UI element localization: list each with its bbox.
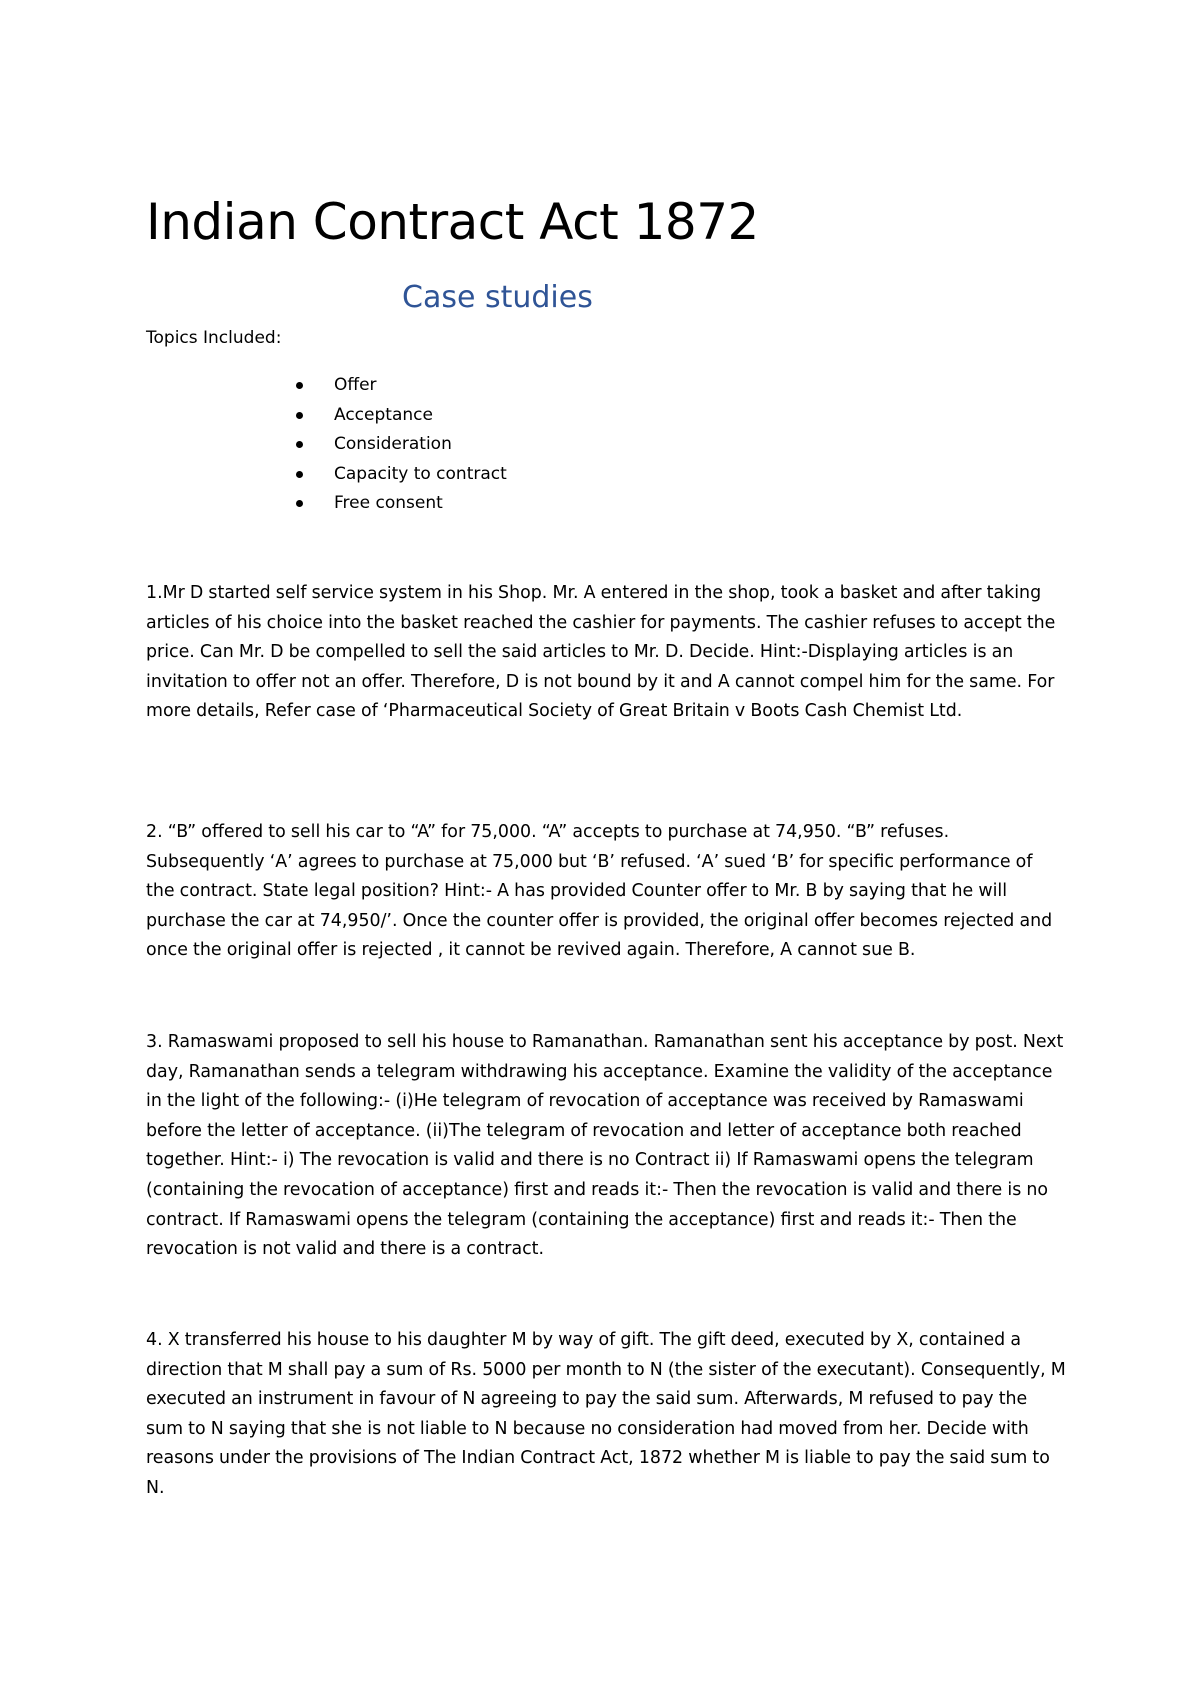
document-title: Indian Contract Act 1872 [146,193,759,251]
topic-label: Offer [334,375,377,395]
bullet-icon [296,412,303,419]
case-study-3: 3. Ramaswami proposed to sell his house to Ramanathan. Ramanathan sent his acceptance by post. Next day, Ramanathan sends a telegram withdrawing his acceptance. Examine the validity of the acceptance in the light of the following:- (i)He telegram of revocation of acceptance was received by Ramaswami before the letter of acceptance. (ii)The telegram of revocation and letter of acceptance both reached together. Hint:- i) The revocation is valid and there is no Contract ii) If Ramaswami opens the telegram (containing the revocation of acceptance) first and reads it:- Then the revocation is valid and there is no contract. If Ramaswami opens the telegram (containing the acceptance) first and reads it:- Then the revocation is not valid and there is a contract. [146,1032,1064,1260]
bullet-icon [296,382,303,389]
topic-item [292,489,507,519]
bullet-icon [296,471,303,478]
case-study-1: 1.Mr D started self service system in his Shop. Mr. A entered in the shop, took a basket and after taking articles of his choice into the basket reached the cashier for payments. The cashier refuses to accept the price. Can Mr. D be compelled to sell the said articles to Mr. D. Decide. Hint:-Displaying articles is an invitation to offer not an offer. Therefore, D is not bound by it and A cannot compel him for the same. For more details, Refer case of ‘Pharmaceutical Society of Great Britain v Boots Cash Chemist Ltd. [146,583,1056,722]
case-study-2: 2. “B” offered to sell his car to “A” for 75,000. “A” accepts to purchase at 74,950. “B” refuses. Subsequently ‘A’ agrees to purchase at 75,000 but ‘B’ refused. ‘A’ sued ‘B’ for specific performance of the contract. State legal position? Hint:- A has provided Counter offer to Mr. B by saying that he will purchase the car at 74,950/’. Once the counter offer is provided, the original offer becomes rejected and once the original offer is rejected , it cannot be revived again. Therefore, A cannot sue B. [146,822,1053,961]
topic-item [292,430,507,460]
topic-label: Free consent [334,493,443,513]
topics-list [292,371,507,519]
bullet-icon [296,441,303,448]
topic-label: Acceptance [334,404,433,425]
case-study-4: 4. X transferred his house to his daughter M by way of gift. The gift deed, executed by X, contained a direction that M shall pay a sum of Rs. 5000 per month to N (the sister of the executant). Consequently, M executed an instrument in favour of N agreeing to pay the said sum. Afterwards, M refused to pay the sum to N saying that she is not liable to N because no consideration had moved from her. Decide with reasons under the provisions of The Indian Contract Act, 1872 whether M is liable to pay the said sum to N. [146,1330,1066,1498]
topic-label: Consideration [334,434,452,454]
topic-item [292,460,507,490]
topic-item [292,401,507,431]
topic-item [292,371,507,401]
topics-label: Topics Included: [146,328,282,348]
topic-label: Capacity to contract [334,463,507,484]
document-subtitle: Case studies [402,280,593,315]
bullet-icon [296,500,303,507]
